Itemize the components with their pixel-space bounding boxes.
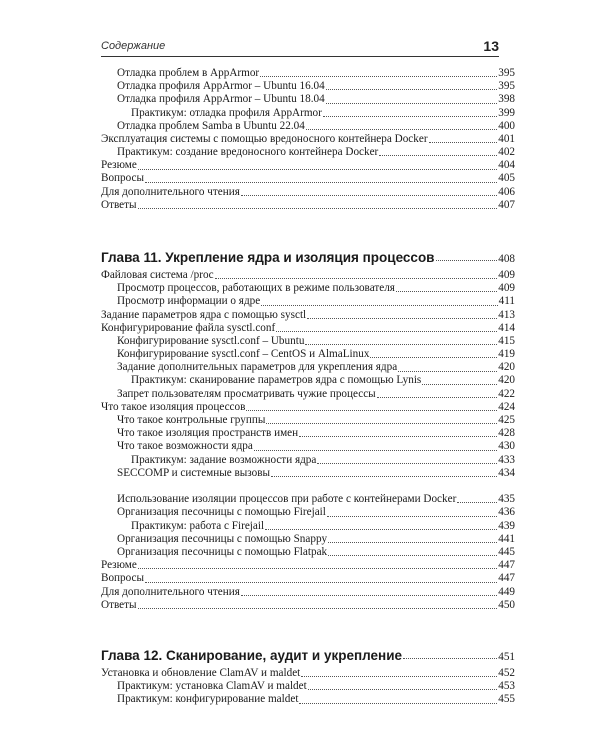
toc-entry-title: Просмотр процессов, работающих в режиме пользователя <box>117 282 395 295</box>
toc-entry[interactable] <box>101 93 515 106</box>
toc-entry-page: 422 <box>498 387 515 400</box>
dot-leader <box>145 182 497 183</box>
toc-entry[interactable] <box>101 440 515 453</box>
dot-leader <box>261 305 497 306</box>
toc-entry-title: Практикум: конфигурирование maldet <box>117 693 299 706</box>
toc-entry-page: 419 <box>498 348 515 361</box>
toc-entry[interactable] <box>101 414 515 427</box>
toc-entry[interactable] <box>101 120 515 133</box>
chapter11-entries <box>101 269 515 612</box>
toc-entry[interactable] <box>101 322 515 335</box>
dot-leader <box>328 542 497 543</box>
dot-leader <box>323 116 497 117</box>
dot-leader <box>457 502 497 503</box>
dot-leader <box>299 436 497 437</box>
toc-entry-page: 435 <box>498 493 515 506</box>
toc-entry-title: Задание дополнительных параметров для укрепления ядра <box>117 361 398 374</box>
dot-leader <box>241 595 497 596</box>
toc-entry-title: Файловая система /proc <box>101 268 214 281</box>
toc-entry-title: Что такое изоляция пространств имен <box>117 427 299 440</box>
toc-entry[interactable] <box>101 375 515 388</box>
toc-entry[interactable] <box>101 348 515 361</box>
toc-entry-title: Задание параметров ядра с помощью sysctl <box>101 308 307 321</box>
toc-entry-page: 430 <box>498 440 515 453</box>
dot-leader <box>379 155 497 156</box>
toc-entry[interactable] <box>101 467 515 480</box>
toc-entry-title: Конфигурирование файла sysctl.conf <box>101 321 276 334</box>
dot-leader <box>260 76 497 77</box>
toc-entry-title: Вопросы <box>101 572 144 585</box>
toc-entry-page: 407 <box>498 198 515 211</box>
toc-entry-page: 455 <box>498 693 515 706</box>
toc-entry-page: 415 <box>498 334 515 347</box>
toc-entry-page: 409 <box>498 282 515 295</box>
toc-entry[interactable] <box>101 67 515 80</box>
toc-entry[interactable] <box>101 186 515 199</box>
toc-entry-title: Практикум: сканирование параметров ядра с помощью Lynis <box>131 374 422 387</box>
toc-entry-title: Отладка проблем Samba в Ubuntu 22.04 <box>117 119 305 132</box>
toc-entry[interactable] <box>101 361 515 374</box>
dot-leader <box>215 278 498 279</box>
dot-leader <box>246 410 497 411</box>
toc-entry-title: Использование изоляции процессов при работе с контейнерами Docker <box>117 493 457 506</box>
dot-leader <box>422 384 497 385</box>
toc-entry-title: Отладка проблем в AppArmor <box>117 66 260 79</box>
dot-leader <box>241 195 497 196</box>
toc-section-chapter11 <box>101 245 515 612</box>
toc-entry-page: 420 <box>498 361 515 374</box>
toc-entry-title: Что такое возможности ядра <box>117 440 253 453</box>
toc-entry[interactable] <box>101 572 515 585</box>
toc-entry-title: Запрет пользователям просматривать чужие процессы <box>117 387 376 400</box>
toc-entry-title: Отладка профиля AppArmor – Ubuntu 18.04 <box>117 93 325 106</box>
toc-entry-page: 395 <box>498 80 515 93</box>
toc-entry-page: 428 <box>498 427 515 440</box>
toc-entry[interactable] <box>101 454 515 467</box>
toc-entry[interactable] <box>101 427 515 440</box>
dot-leader <box>403 658 497 659</box>
dot-leader <box>308 689 497 690</box>
chapter-title: Глава 12. Сканирование, аудит и укрепление <box>101 648 403 663</box>
toc-entry-title: Просмотр информации о ядре <box>117 295 261 308</box>
toc-entry-title: Практикум: создание вредоносного контейнера Docker <box>117 146 379 159</box>
toc-entry-page: 449 <box>498 585 515 598</box>
toc-entry-page: 399 <box>498 106 515 119</box>
toc-entry-page: 395 <box>498 66 515 79</box>
dot-leader <box>327 516 497 517</box>
dot-leader <box>396 291 497 292</box>
dot-leader <box>328 555 497 556</box>
toc-entry-page: 425 <box>498 414 515 427</box>
dot-leader <box>307 318 497 319</box>
chapter-heading[interactable] <box>101 643 515 663</box>
toc-entry-page: 450 <box>498 598 515 611</box>
toc-entry-page: 402 <box>498 146 515 159</box>
toc-entry-page: 441 <box>498 532 515 545</box>
toc-entry-title: Организация песочницы с помощью Firejail <box>117 506 326 519</box>
running-title: Содержание <box>101 40 166 52</box>
toc-entry-title: Что такое изоляция процессов <box>101 400 246 413</box>
toc-entry-title: Резюме <box>101 559 137 572</box>
dot-leader <box>145 582 497 583</box>
toc-entry-page: 413 <box>498 308 515 321</box>
dot-leader <box>377 397 498 398</box>
toc-entry-page: 420 <box>498 374 515 387</box>
toc-entry-title: Практикум: установка ClamAV и maldet <box>117 680 307 693</box>
dot-leader <box>326 103 498 104</box>
toc-entry[interactable] <box>101 295 515 308</box>
dot-leader <box>429 142 498 143</box>
dot-leader <box>138 568 497 569</box>
toc-entry-page: 434 <box>498 466 515 479</box>
dot-leader <box>276 331 497 332</box>
toc-entry-page: 401 <box>498 132 515 145</box>
toc-entry[interactable] <box>101 533 515 546</box>
chapter12-entries <box>101 667 515 707</box>
toc-entry-title: SECCOMP и системные вызовы <box>117 466 271 479</box>
page-number: 13 <box>483 38 499 54</box>
toc-entry-page: 439 <box>498 519 515 532</box>
toc-entry[interactable] <box>101 335 515 348</box>
toc-entry-title: Для дополнительного чтения <box>101 185 240 198</box>
chapter-heading[interactable] <box>101 245 515 265</box>
toc-entry[interactable] <box>101 107 515 120</box>
toc-entry[interactable] <box>101 693 515 706</box>
toc-entry[interactable] <box>101 520 515 533</box>
toc-entry[interactable] <box>101 506 515 519</box>
toc-entry-page: 445 <box>498 545 515 558</box>
toc-entry[interactable] <box>101 546 515 559</box>
toc-entry-page: 409 <box>498 268 515 281</box>
toc-entry[interactable] <box>101 401 515 414</box>
toc-entry-title: Для дополнительного чтения <box>101 585 240 598</box>
dot-leader <box>398 371 497 372</box>
dot-leader <box>138 169 497 170</box>
toc-entry[interactable] <box>101 667 515 680</box>
toc-entry-title: Практикум: отладка профиля AppArmor <box>131 106 322 119</box>
toc-entry[interactable] <box>101 199 515 212</box>
toc-entry[interactable] <box>101 388 515 401</box>
toc-entry-page: 406 <box>498 185 515 198</box>
chapter-title: Глава 11. Укрепление ядра и изоляция процессов <box>101 250 435 265</box>
toc-entry[interactable] <box>101 133 515 146</box>
chapter-page: 451 <box>498 651 515 663</box>
dot-leader <box>265 529 497 530</box>
toc-entry[interactable] <box>101 173 515 186</box>
toc-entry[interactable] <box>101 599 515 612</box>
toc-entry[interactable] <box>101 586 515 599</box>
toc-entry-page: 447 <box>498 559 515 572</box>
dot-leader <box>138 208 498 209</box>
toc-entry-page: 411 <box>498 295 515 308</box>
dot-leader <box>254 450 497 451</box>
toc-entry-title: Резюме <box>101 159 137 172</box>
dot-leader <box>317 463 497 464</box>
toc-entry-page: 424 <box>498 400 515 413</box>
toc-entry-title: Конфигурирование sysctl.conf – CentOS и AlmaLinux <box>117 348 370 361</box>
toc-entry-page: 447 <box>498 572 515 585</box>
toc-entry-title: Вопросы <box>101 172 144 185</box>
dot-leader <box>306 129 497 130</box>
toc-entry-page: 436 <box>498 506 515 519</box>
toc-entry-page: 398 <box>498 93 515 106</box>
running-header <box>101 36 499 57</box>
toc-entry-title: Установка и обновление ClamAV и maldet <box>101 666 301 679</box>
toc-entry-page: 400 <box>498 119 515 132</box>
toc-entry[interactable] <box>101 309 515 322</box>
toc-entry-page: 453 <box>498 680 515 693</box>
toc-entry[interactable] <box>101 80 515 93</box>
toc-entry-page: 433 <box>498 453 515 466</box>
toc-entry[interactable] <box>101 480 515 506</box>
toc-entry-title: Конфигурирование sysctl.conf – Ubuntu <box>117 334 305 347</box>
toc-entry-title: Что такое контрольные группы <box>117 414 266 427</box>
toc-entry-title: Отладка профиля AppArmor – Ubuntu 16.04 <box>117 80 325 93</box>
toc-entry[interactable] <box>101 680 515 693</box>
dot-leader <box>271 476 497 477</box>
dot-leader <box>299 703 497 704</box>
toc-entry-page: 404 <box>498 159 515 172</box>
dot-leader <box>370 357 497 358</box>
toc-entry-title: Организация песочницы с помощью Snappy <box>117 532 328 545</box>
toc-section-chapter12 <box>101 643 515 707</box>
toc-section-chapter10-tail <box>101 67 515 212</box>
toc-entry[interactable] <box>101 282 515 295</box>
toc-entry-page: 452 <box>498 666 515 679</box>
dot-leader <box>436 260 498 261</box>
toc-entry-title: Практикум: работа с Firejail <box>131 519 265 532</box>
toc-entry-page: 414 <box>498 321 515 334</box>
toc-entry[interactable] <box>101 146 515 159</box>
toc-entry-page: 405 <box>498 172 515 185</box>
toc-entry-title: Эксплуатация системы с помощью вредоносного контейнера Docker <box>101 132 428 145</box>
toc-entry-title: Практикум: задание возможности ядра <box>131 453 317 466</box>
dot-leader <box>301 676 497 677</box>
toc-entry[interactable] <box>101 269 515 282</box>
toc-entry[interactable] <box>101 559 515 572</box>
toc-entry-title: Организация песочницы с помощью Flatpak <box>117 545 328 558</box>
toc-entry-title: Ответы <box>101 198 137 211</box>
toc-entry[interactable] <box>101 159 515 172</box>
toc-entry-title: Ответы <box>101 598 137 611</box>
dot-leader <box>326 89 498 90</box>
dot-leader <box>305 344 497 345</box>
dot-leader <box>138 608 498 609</box>
dot-leader <box>266 423 497 424</box>
chapter-page: 408 <box>498 253 515 265</box>
